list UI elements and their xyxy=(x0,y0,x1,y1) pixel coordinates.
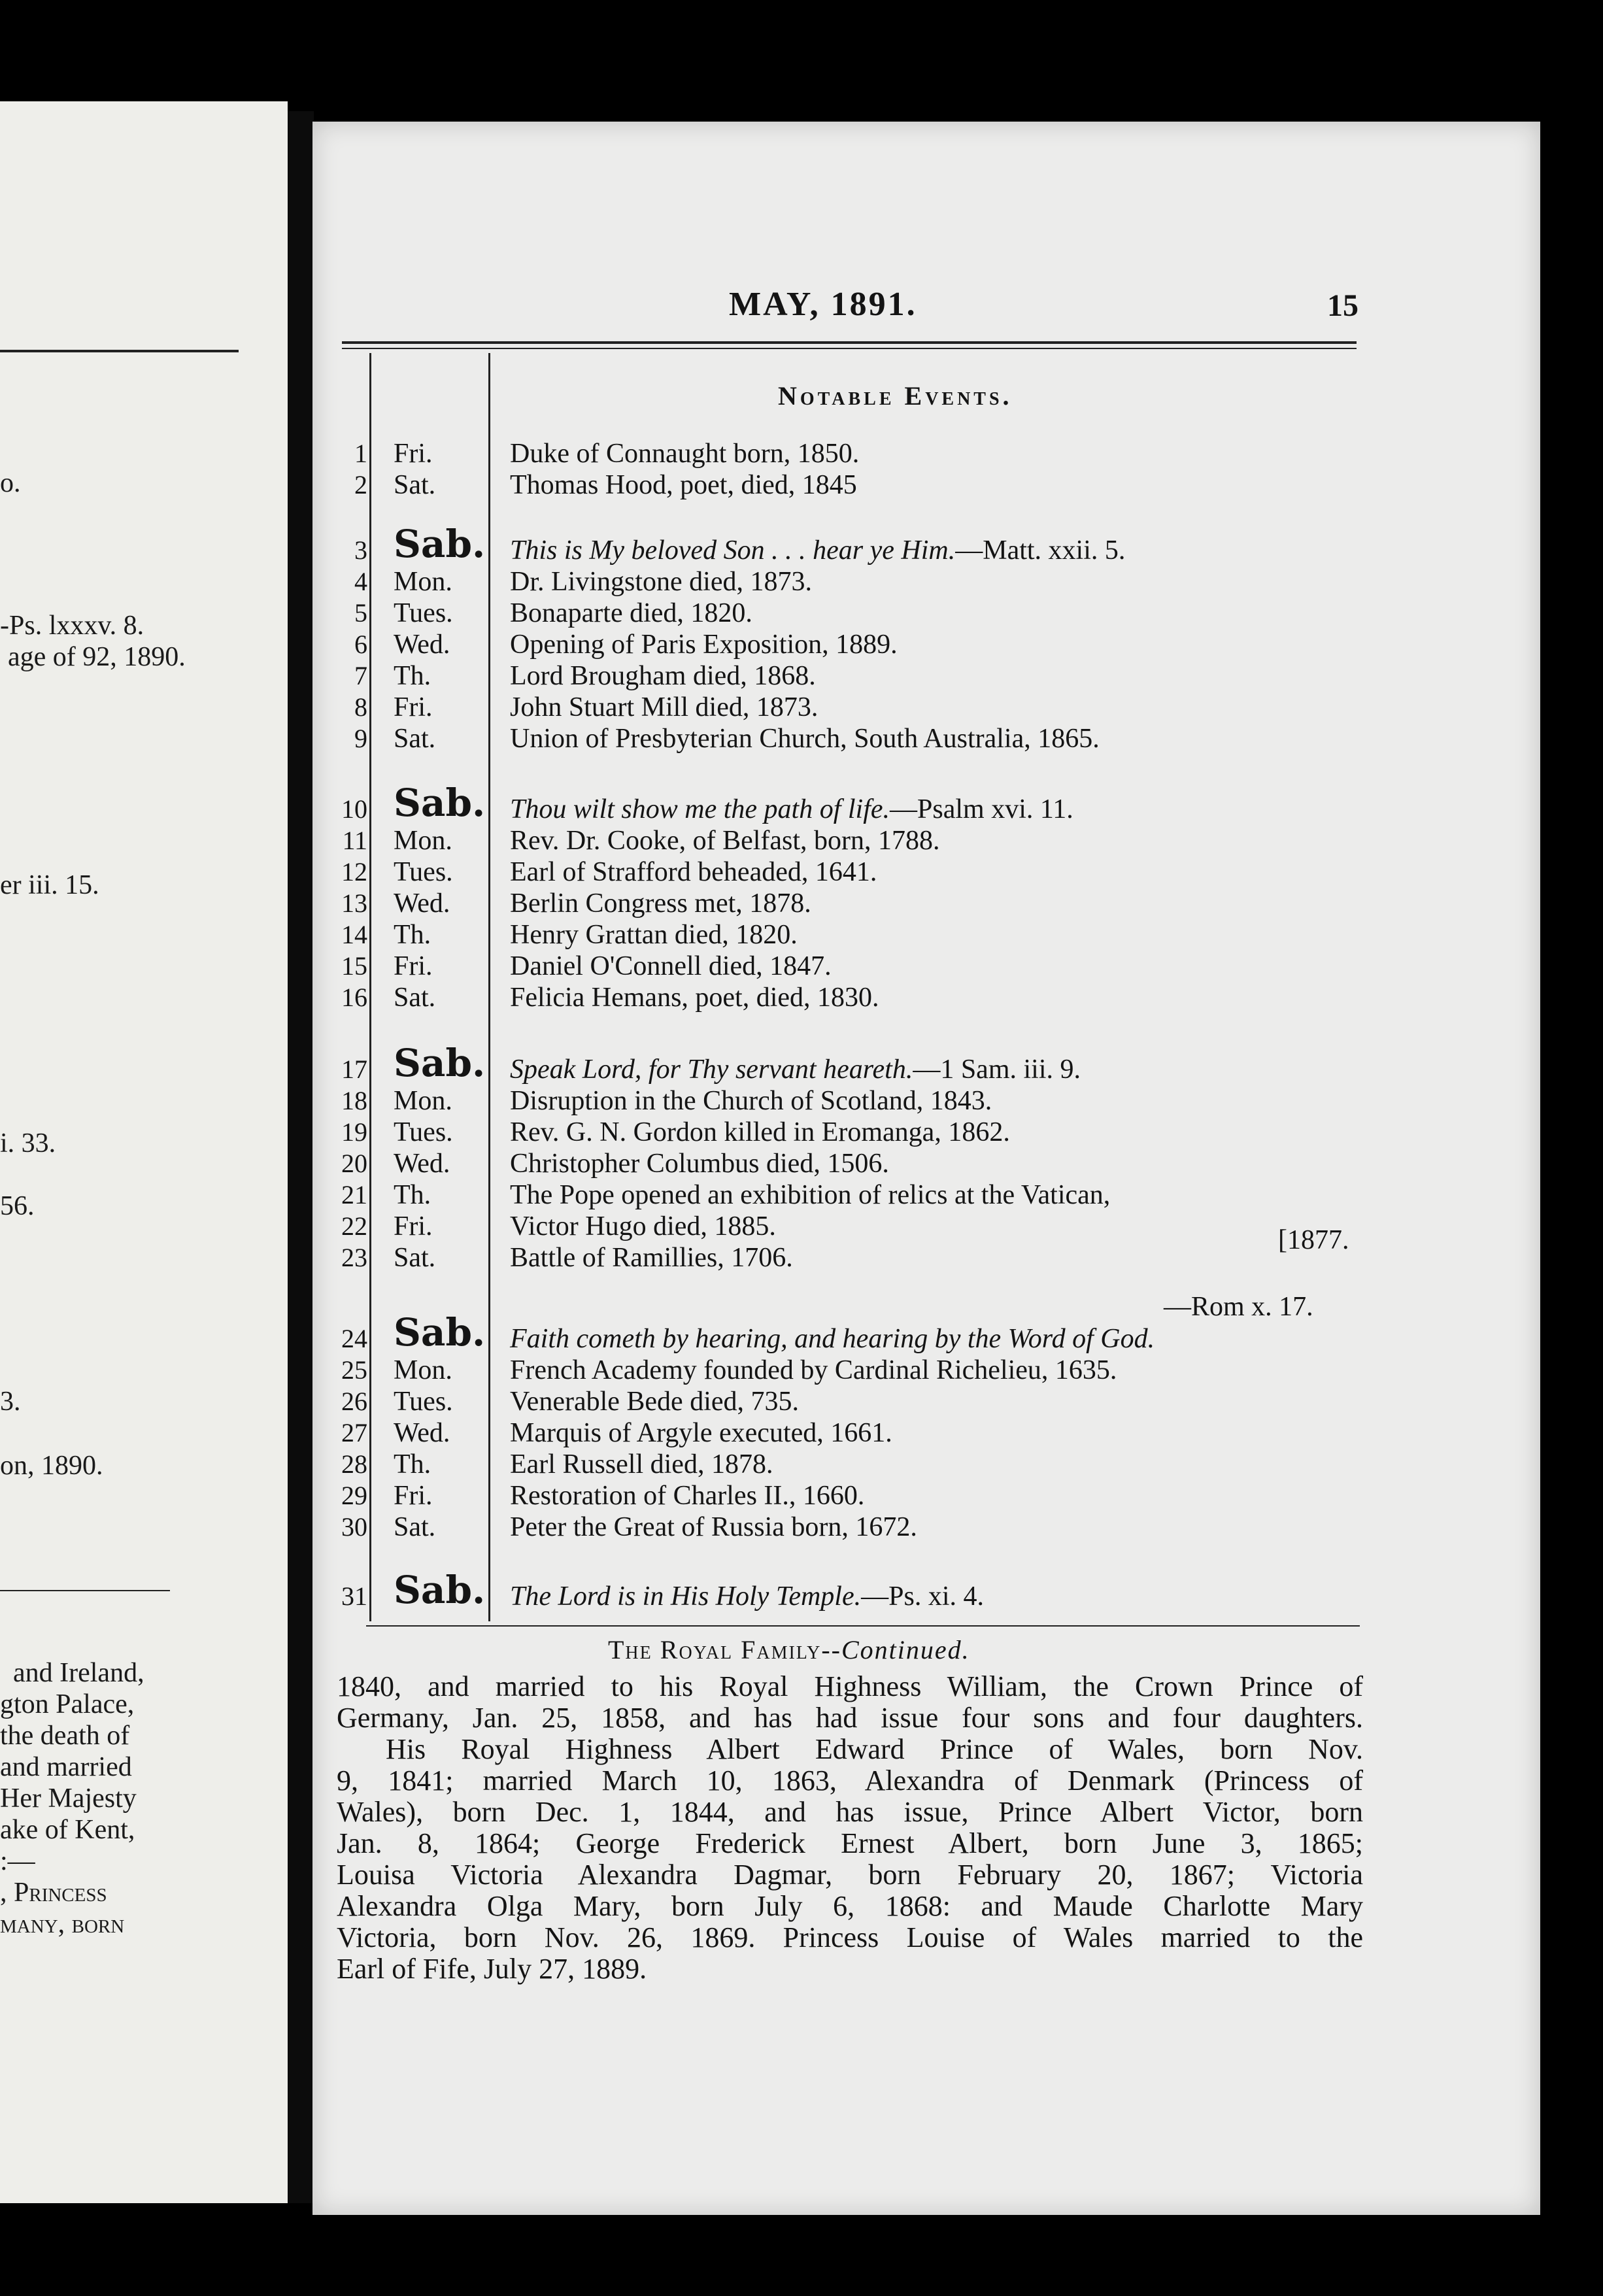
event-weekday: Sab. xyxy=(394,1041,486,1085)
event-date-number: 25 xyxy=(341,1355,367,1385)
event-text: The Pope opened an exhibition of relics at the Vatican, xyxy=(510,1180,1111,1210)
event-weekday: Wed. xyxy=(394,1418,450,1448)
page-title: MAY, 1891. xyxy=(729,286,917,323)
event-weekday: Sab. xyxy=(394,1310,486,1355)
event-weekday: Mon. xyxy=(394,1086,452,1116)
event-weekday: Fri. xyxy=(394,1211,433,1241)
scripture-reference: —Psalm xvi. 11. xyxy=(890,794,1073,824)
royal-paragraph-line: Germany, Jan. 25, 1858, and has had issue four sons and four daughters. xyxy=(337,1702,1363,1734)
royal-paragraph-line: His Royal Highness Albert Edward Prince of Wales, born Nov. xyxy=(386,1733,1363,1765)
event-text: John Stuart Mill died, 1873. xyxy=(510,692,818,722)
event-text: Opening of Paris Exposition, 1889. xyxy=(510,630,898,660)
event-date-number: 2 xyxy=(354,470,367,499)
event-date-number: 4 xyxy=(354,567,367,596)
event-weekday: Sat. xyxy=(394,1512,436,1542)
event-date-number: 5 xyxy=(354,598,367,628)
event-date-number: 13 xyxy=(341,888,367,918)
scripture-verse: The Lord is in His Holy Temple. xyxy=(510,1581,862,1612)
event-text xyxy=(510,1054,1081,1085)
scripture-reference: —Matt. xxii. 5. xyxy=(955,535,1126,566)
event-date-number: 10 xyxy=(341,794,367,824)
left-fragment xyxy=(0,1877,107,1908)
royal-paragraph-line: 1840, and married to his Royal Highness William, the Crown Prince of xyxy=(337,1670,1363,1702)
event-date-number: 29 xyxy=(341,1481,367,1510)
event-weekday: Sab. xyxy=(394,522,486,566)
event-text: Henry Grattan died, 1820. xyxy=(510,920,798,950)
left-fragment: o. xyxy=(0,468,21,498)
royal-paragraph-line: 9, 1841; married March 10, 1863, Alexandra of Denmark (Princess of xyxy=(337,1764,1363,1797)
event-weekday: Fri. xyxy=(394,692,433,722)
left-fragment: 56. xyxy=(0,1191,35,1221)
column-rule-left xyxy=(369,353,371,1621)
event-weekday: Tues. xyxy=(394,857,453,887)
event-date-number: 23 xyxy=(341,1243,367,1272)
event-text: Rev. Dr. Cooke, of Belfast, born, 1788. xyxy=(510,826,940,856)
event-date-number: 18 xyxy=(341,1086,367,1115)
event-text: Dr. Livingstone died, 1873. xyxy=(510,567,812,597)
left-fragment-text: , Princess xyxy=(0,1878,107,1908)
verse-reference: —Rom x. 17. xyxy=(1164,1292,1313,1322)
event-date-number: 21 xyxy=(341,1180,367,1209)
royal-paragraph-line: Louisa Victoria Alexandra Dagmar, born February 20, 1867; Victoria xyxy=(337,1859,1363,1891)
scripture-verse: Faith cometh by hearing, and hearing by the Word of God. xyxy=(510,1324,1155,1354)
event-date-number: 24 xyxy=(341,1324,367,1353)
left-fragment-text: many, born xyxy=(0,1909,125,1939)
event-date-number: 19 xyxy=(341,1117,367,1147)
event-text: Battle of Ramillies, 1706. xyxy=(510,1243,793,1273)
header-rule-thin xyxy=(342,348,1357,349)
event-weekday: Fri. xyxy=(394,951,433,981)
event-text: Lord Brougham died, 1868. xyxy=(510,661,816,691)
left-fragment: :— xyxy=(0,1846,35,1876)
left-fragment: 3. xyxy=(0,1387,21,1417)
royal-paragraph-line: Alexandra Olga Mary, born July 6, 1868: and Maude Charlotte Mary xyxy=(337,1890,1363,1922)
scripture-reference: —1 Sam. iii. 9. xyxy=(913,1055,1081,1085)
section-title: Notable Events. xyxy=(778,381,1013,411)
event-date-number: 15 xyxy=(341,951,367,981)
event-weekday: Th. xyxy=(394,920,431,950)
event-text: Earl of Strafford beheaded, 1641. xyxy=(510,857,877,887)
event-weekday: Th. xyxy=(394,661,431,691)
event-weekday: Tues. xyxy=(394,1387,453,1417)
left-fragment: -Ps. lxxxv. 8. xyxy=(0,611,144,641)
event-date-number: 7 xyxy=(354,661,367,690)
column-rule-right xyxy=(488,353,490,1621)
event-date-number: 26 xyxy=(341,1387,367,1416)
royal-paragraph-line: Wales), born Dec. 1, 1844, and has issue, Prince Albert Victor, born xyxy=(337,1796,1363,1828)
event-text: Christopher Columbus died, 1506. xyxy=(510,1149,889,1179)
event-text: Bonaparte died, 1820. xyxy=(510,598,752,628)
royal-family-heading-caps: The Royal Family xyxy=(608,1635,822,1664)
event-text: Peter the Great of Russia born, 1672. xyxy=(510,1512,917,1542)
event-text xyxy=(510,1581,984,1612)
continuation-text: [1877. xyxy=(1278,1225,1349,1255)
event-text xyxy=(510,535,1125,566)
left-fragment: age of 92, 1890. xyxy=(8,642,186,672)
left-fragment: and married xyxy=(0,1752,132,1782)
royal-family-heading-continued: --Continued. xyxy=(821,1635,970,1664)
event-weekday: Sat. xyxy=(394,1243,436,1273)
event-text: Marquis of Argyle executed, 1661. xyxy=(510,1418,892,1448)
book-gutter xyxy=(288,111,314,2203)
event-date-number: 9 xyxy=(354,724,367,753)
event-date-number: 27 xyxy=(341,1418,367,1447)
event-date-number: 11 xyxy=(342,826,367,855)
event-weekday: Th. xyxy=(394,1449,431,1479)
royal-family-heading xyxy=(608,1634,970,1665)
left-fragment: er iii. 15. xyxy=(0,870,99,900)
event-weekday: Wed. xyxy=(394,888,450,919)
event-text: Rev. G. N. Gordon killed in Eromanga, 1862. xyxy=(510,1117,1010,1147)
event-weekday: Sab. xyxy=(394,781,486,825)
event-text: Duke of Connaught born, 1850. xyxy=(510,439,860,469)
event-text: Earl Russell died, 1878. xyxy=(510,1449,773,1479)
event-text: Felicia Hemans, poet, died, 1830. xyxy=(510,983,879,1013)
header-rule xyxy=(342,341,1357,344)
royal-paragraph-line: Victoria, born Nov. 26, 1869. Princess Louise of Wales married to the xyxy=(337,1921,1363,1953)
event-date-number: 1 xyxy=(354,439,367,468)
event-text: Berlin Congress met, 1878. xyxy=(510,888,811,919)
event-text: Disruption in the Church of Scotland, 1843. xyxy=(510,1086,992,1116)
event-weekday: Mon. xyxy=(394,1355,452,1385)
event-text: Thomas Hood, poet, died, 1845 xyxy=(510,470,857,500)
event-weekday: Fri. xyxy=(394,1481,433,1511)
event-text: Victor Hugo died, 1885. xyxy=(510,1211,776,1241)
event-date-number: 14 xyxy=(341,920,367,949)
left-fragment: Her Majesty xyxy=(0,1783,137,1814)
event-date-number: 8 xyxy=(354,692,367,722)
left-fragment xyxy=(0,1908,124,1940)
event-weekday: Sab. xyxy=(394,1568,486,1612)
event-date-number: 3 xyxy=(354,535,367,565)
event-text: Restoration of Charles II., 1660. xyxy=(510,1481,865,1511)
left-fragment: on, 1890. xyxy=(0,1451,103,1481)
event-weekday: Fri. xyxy=(394,439,433,469)
left-fragment: i. 33. xyxy=(0,1128,56,1158)
event-date-number: 20 xyxy=(341,1149,367,1178)
event-date-number: 16 xyxy=(341,983,367,1012)
event-date-number: 30 xyxy=(341,1512,367,1542)
event-text xyxy=(510,1323,1155,1355)
left-fragment: and Ireland, xyxy=(13,1658,144,1688)
event-weekday: Tues. xyxy=(394,598,453,628)
event-weekday: Mon. xyxy=(394,826,452,856)
event-weekday: Sat. xyxy=(394,983,436,1013)
event-date-number: 31 xyxy=(341,1581,367,1611)
event-weekday: Mon. xyxy=(394,567,452,597)
event-date-number: 12 xyxy=(341,857,367,886)
page-number: 15 xyxy=(1327,288,1358,323)
event-text: Daniel O'Connell died, 1847. xyxy=(510,951,832,981)
royal-rule xyxy=(366,1625,1360,1627)
event-date-number: 28 xyxy=(341,1449,367,1479)
event-date-number: 6 xyxy=(354,630,367,659)
scripture-verse: Speak Lord, for Thy servant heareth. xyxy=(510,1055,913,1085)
event-date-number: 22 xyxy=(341,1211,367,1241)
event-weekday: Wed. xyxy=(394,630,450,660)
royal-paragraph-line: Jan. 8, 1864; George Frederick Ernest Albert, born June 3, 1865; xyxy=(337,1827,1363,1859)
scripture-verse: Thou wilt show me the path of life. xyxy=(510,794,890,824)
event-weekday: Wed. xyxy=(394,1149,450,1179)
left-fragment: gton Palace, xyxy=(0,1689,135,1719)
event-text xyxy=(510,794,1073,825)
event-weekday: Sat. xyxy=(394,470,436,500)
event-weekday: Sat. xyxy=(394,724,436,754)
event-date-number: 17 xyxy=(341,1055,367,1084)
scripture-verse: This is My beloved Son . . . hear ye Him. xyxy=(510,535,956,566)
left-fragment: the death of xyxy=(0,1721,130,1751)
royal-paragraph-line: Earl of Fife, July 27, 1889. xyxy=(337,1953,647,1985)
scripture-reference: —Ps. xi. 4. xyxy=(861,1581,984,1612)
event-text: Union of Presbyterian Church, South Australia, 1865. xyxy=(510,724,1100,754)
event-weekday: Th. xyxy=(394,1180,431,1210)
left-page-rule xyxy=(0,1590,170,1591)
left-page-rule xyxy=(0,350,239,352)
event-text: French Academy founded by Cardinal Richelieu, 1635. xyxy=(510,1355,1117,1385)
left-fragment: ake of Kent, xyxy=(0,1815,135,1845)
event-weekday: Tues. xyxy=(394,1117,453,1147)
left-page xyxy=(0,101,288,2203)
event-text: Venerable Bede died, 735. xyxy=(510,1387,800,1417)
